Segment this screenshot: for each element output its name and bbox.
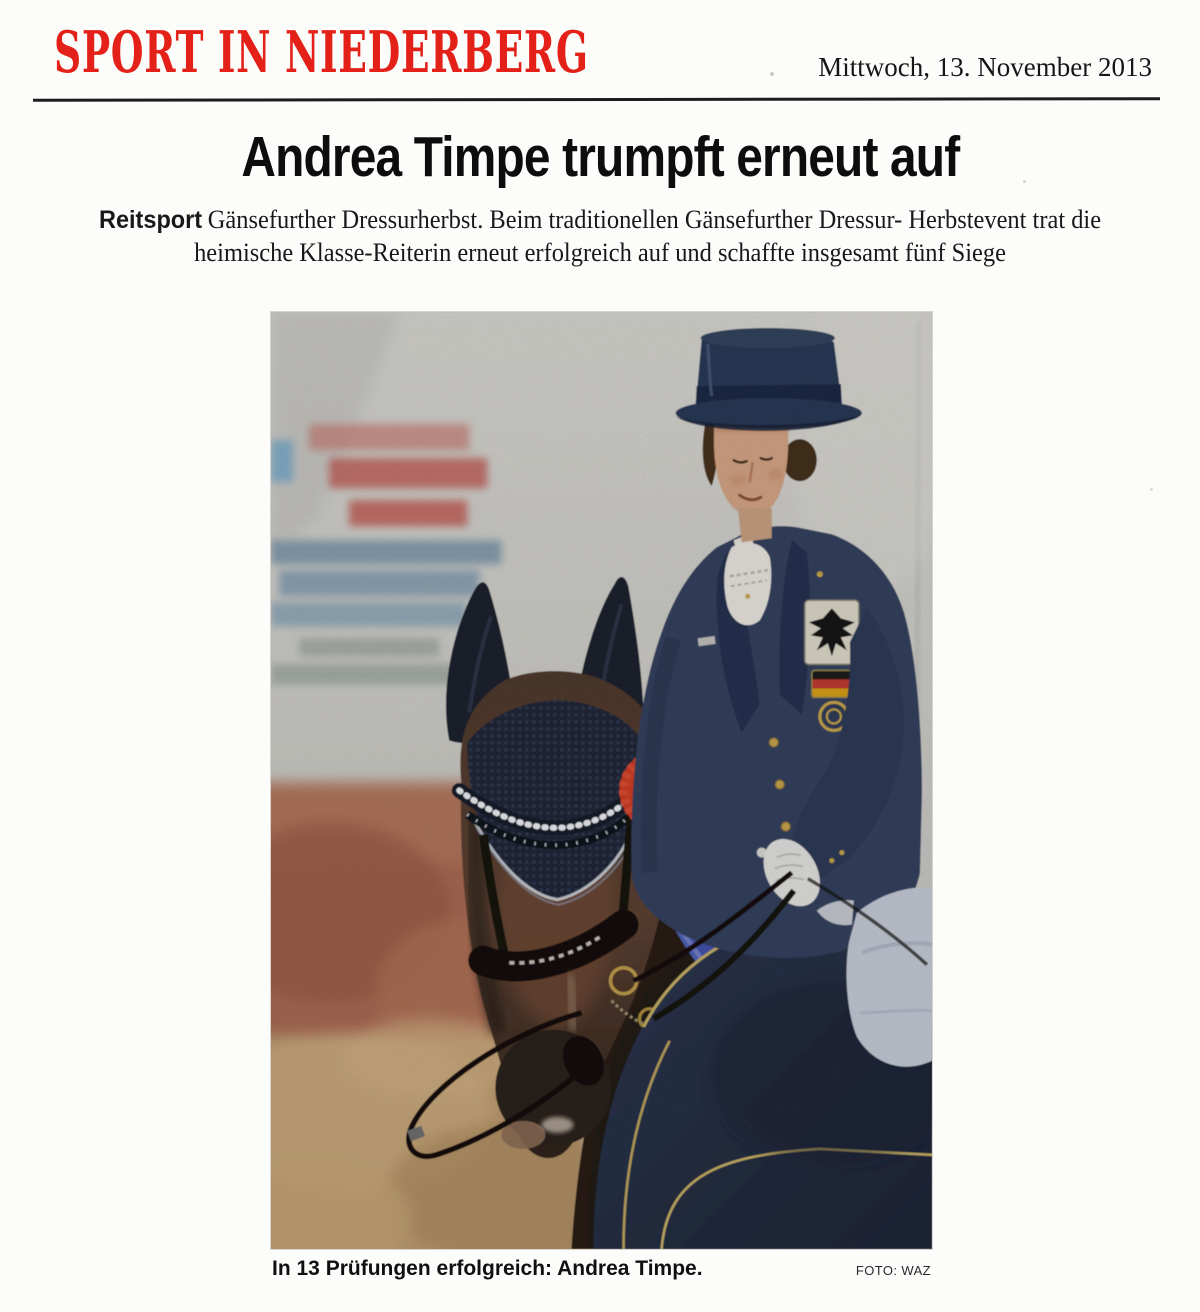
photo-caption: In 13 Prüfungen erfolgreich: Andrea Timpe. <box>272 1257 703 1280</box>
article-subhead-text <box>99 203 1101 270</box>
article-headline <box>0 126 1200 189</box>
article-subhead <box>0 203 1200 270</box>
article-photo <box>271 312 932 1249</box>
scan-speck <box>1023 180 1026 183</box>
masthead-divider <box>33 97 1160 102</box>
photo-illustration <box>271 312 932 1249</box>
masthead-date: Mittwoch, 13. November 2013 <box>818 52 1152 82</box>
masthead-title <box>54 19 864 86</box>
scan-speck <box>1150 488 1153 491</box>
article-headline-text: Andrea Timpe trumpft erneut auf <box>241 125 959 189</box>
article-kicker: Reitsport <box>98 206 203 234</box>
subhead-line-2: heimische Klasse-Reiterin erneut erfolgreich auf und schaffte insgesamt fünf Siege <box>194 238 1006 268</box>
photo-credit: FOTO: WAZ <box>855 1263 931 1278</box>
photo-grain-overlay <box>271 312 932 1249</box>
scan-speck <box>770 72 774 76</box>
masthead-title-text: SPORT IN NIEDERBERG <box>54 19 589 86</box>
subhead-line-1-text: Gänsefurther Dressurherbst. Beim traditionellen Gänsefurther Dressur- Herbstevent trat die <box>207 205 1102 234</box>
subhead-line-1 <box>99 203 1101 236</box>
